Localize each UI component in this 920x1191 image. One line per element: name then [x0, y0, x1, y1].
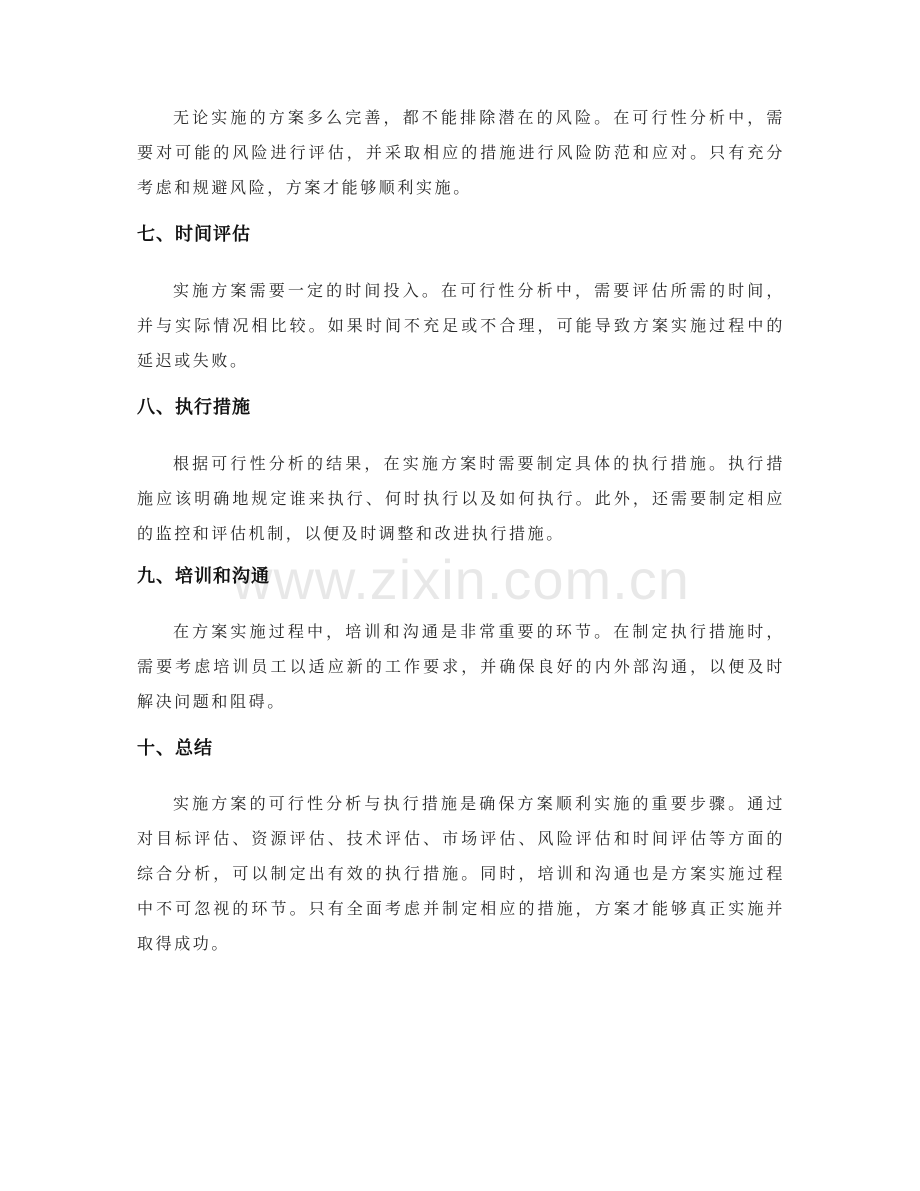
section-body-execution-measures: 根据可行性分析的结果，在实施方案时需要制定具体的执行措施。执行措施应该明确地规定谁来执行、何时执行以及如何执行。此外，还需要制定相应的监控和评估机制，以便及时调整和改进执行措施。 [137, 454, 785, 543]
section-body-time-assessment: 实施方案需要一定的时间投入。在可行性分析中，需要评估所需的时间，并与实际情况相比较。如果时间不充足或不合理，可能导致方案实施过程中的延迟或失败。 [137, 281, 785, 370]
section-heading-training-communication: 九、培训和沟通 [137, 566, 270, 587]
section-heading-summary: 十、总结 [137, 738, 213, 759]
intro-paragraph: 无论实施的方案多么完善，都不能排除潜在的风险。在可行性分析中，需要对可能的风险进行评估，并采取相应的措施进行风险防范和应对。只有充分考虑和规避风险，方案才能够顺利实施。 [137, 108, 785, 197]
section-heading-time-assessment: 七、时间评估 [137, 224, 251, 245]
section-body-summary: 实施方案的可行性分析与执行措施是确保方案顺利实施的重要步骤。通过对目标评估、资源评估、技术评估、市场评估、风险评估和时间评估等方面的综合分析，可以制定出有效的执行措施。同时，培训和沟通也是方案实施过程中不可忽视的环节。只有全面考虑并制定相应的措施，方案才能够真正实施并取得成功。 [137, 794, 785, 953]
section-heading-execution-measures: 八、执行措施 [137, 397, 251, 418]
section-body-training-communication: 在方案实施过程中，培训和沟通是非常重要的环节。在制定执行措施时，需要考虑培训员工以适应新的工作要求，并确保良好的内外部沟通，以便及时解决问题和阻碍。 [137, 622, 785, 711]
document-page [137, 100, 785, 961]
watermark-text: www.zixin.com.cn [232, 548, 690, 611]
